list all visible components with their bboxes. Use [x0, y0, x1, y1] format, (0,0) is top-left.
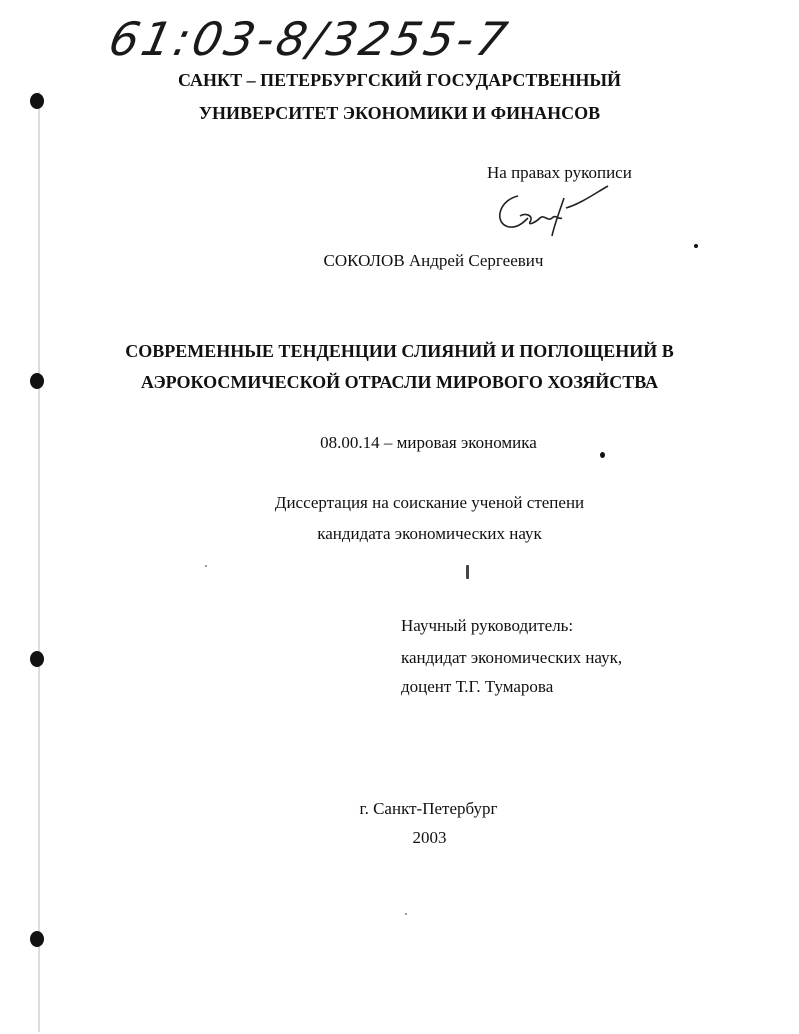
scan-page-edge	[38, 92, 40, 1032]
binding-hole-mark	[30, 373, 44, 389]
scan-speck	[600, 452, 605, 458]
manuscript-rights-label: На правах рукописи	[487, 163, 632, 182]
supervisor-name: доцент Т.Г. Тумарова	[401, 677, 554, 696]
scan-speck	[205, 565, 207, 567]
city: г. Санкт-Петербург	[359, 799, 498, 818]
university-name-line1: САНКТ – ПЕТЕРБУРГСКИЙ ГОСУДАРСТВЕННЫЙ	[177, 70, 622, 90]
specialty-code: 08.00.14 – мировая экономика	[320, 433, 537, 452]
scan-speck	[466, 565, 469, 579]
binding-hole-mark	[30, 931, 44, 947]
dissertation-title-line1: СОВРЕМЕННЫЕ ТЕНДЕНЦИИ СЛИЯНИЙ И ПОГЛОЩЕНИЙ В	[125, 341, 674, 361]
handwritten-archive-number: 61:03-8/3255-7	[104, 12, 515, 66]
dissertation-purpose-line1: Диссертация на соискание ученой степени	[274, 493, 585, 512]
binding-hole-mark	[30, 651, 44, 667]
university-name-line2: УНИВЕРСИТЕТ ЭКОНОМИКИ И ФИНАНСОВ	[198, 103, 601, 123]
scan-speck	[405, 913, 407, 915]
author-name: СОКОЛОВ Андрей Сергеевич	[323, 251, 544, 270]
supervisor-degree: кандидат экономических наук,	[401, 648, 623, 667]
dissertation-title-line2: АЭРОКОСМИЧЕСКОЙ ОТРАСЛИ МИРОВОГО ХОЗЯЙСТВА	[140, 372, 659, 392]
scan-speck	[694, 244, 698, 248]
dissertation-purpose-line2: кандидата экономических наук	[317, 524, 542, 543]
author-signature	[490, 182, 620, 242]
supervisor-label: Научный руководитель:	[401, 616, 574, 635]
year: 2003	[412, 828, 447, 847]
binding-hole-mark	[30, 93, 44, 109]
